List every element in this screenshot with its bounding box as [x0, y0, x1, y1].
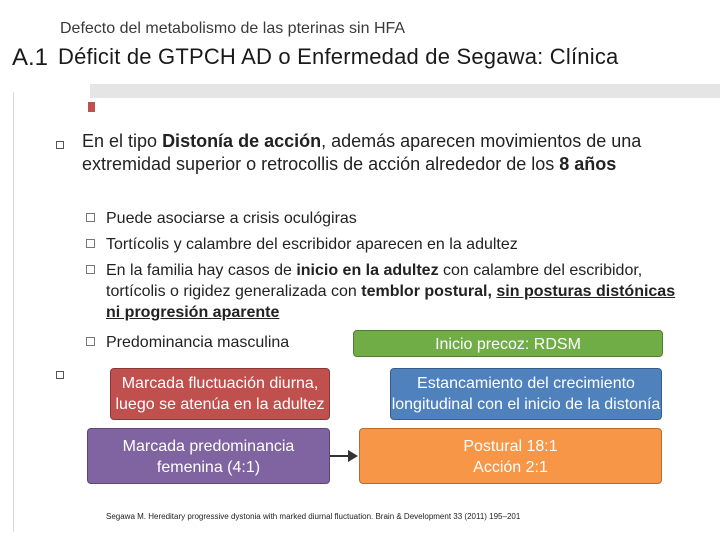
sub-bullet-square-icon	[86, 337, 95, 346]
ratio-postural: Postural 18:1	[463, 438, 558, 455]
sub-bullet-2: Tortícolis y calambre del escribidor aparecen en la adultez	[106, 236, 518, 253]
left-vertical-rule	[13, 92, 14, 532]
reference-citation: Segawa M. Hereditary progressive dystonia with marked diurnal fluctuation. Brain & Development 33 (2011) 195–201	[106, 512, 521, 521]
title-divider-accent	[88, 102, 95, 112]
diurnal-fluctuation-box: Marcada fluctuación diurna, luego se atenúa en la adultez	[110, 368, 330, 420]
bullet-square-icon	[56, 141, 64, 149]
growth-arrest-box: Estancamiento del crecimiento longitudinal con el inicio de la distonía	[390, 368, 662, 420]
arrow-right-icon	[348, 450, 358, 462]
early-onset-box: Inicio precoz: RDSM	[353, 330, 663, 357]
ratio-box	[359, 428, 662, 484]
sub-bullet-square-icon	[86, 265, 95, 274]
ratio-action: Acción 2:1	[473, 459, 548, 476]
sub-bullet-square-icon	[86, 239, 95, 248]
sub-bullet-4: Predominancia masculina	[106, 334, 290, 351]
bullet-square-icon	[56, 371, 64, 379]
sub-bullet-1: Puede asociarse a crisis oculógiras	[106, 210, 357, 227]
sub-bullet-3: En la familia hay casos de inicio en la adultez con calambre del escribidor, tortícolis o rigidez generalizada con temblor postural, sin posturas distónicas ni progresión aparente	[106, 262, 676, 321]
main-bullet-text: En el tipo Distonía de acción, además aparecen movimientos de una extremidad superior o retrocollis de acción alrededor de los 8 años	[82, 131, 642, 174]
slide-title: Déficit de GTPCH AD o Enfermedad de Segawa: Clínica	[58, 44, 619, 69]
sub-bullet-square-icon	[86, 213, 95, 222]
slide-subtitle: Defecto del metabolismo de las pterinas sin HFA	[60, 20, 406, 37]
section-number: A.1	[12, 44, 49, 71]
female-predominance-box: Marcada predominancia femenina (4:1)	[87, 428, 330, 484]
connector-arrow-line	[330, 455, 350, 457]
title-divider	[90, 84, 720, 98]
